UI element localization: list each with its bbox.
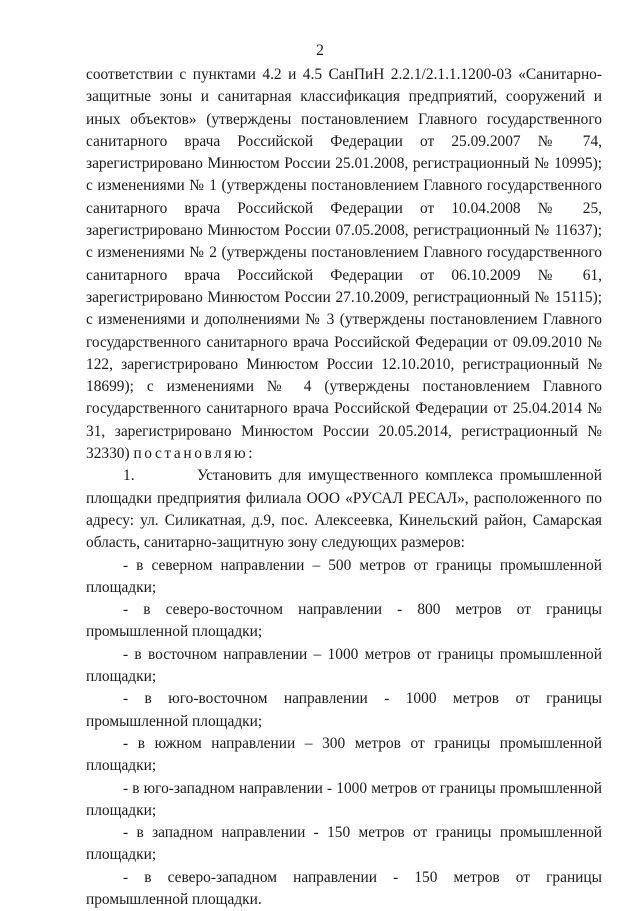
direction-item: - в северо-западном направлении - 150 метров от границы промышленной площадки. — [86, 868, 602, 908]
clause-1-text: Установить для имущественного комплекса промышленной площадки предприятия филиала ООО «РУСАЛ РЕСАЛ», расположенного по адресу: ул. Силикатная, д.9, пос. Алексеевка, Кинельский район, Самарская область, санитарно-защитную зону следующих размеров: — [86, 467, 602, 552]
decree-word: постановляю: — [133, 445, 256, 463]
direction-item: - в западном направлении - 150 метров от границы промышленной площадки; — [86, 824, 602, 864]
direction-item: - в восточном направлении – 1000 метров от границы промышленной площадки; — [86, 645, 602, 686]
direction-item: - в юго-восточном направлении - 1000 метров от границы промышленной площадки; — [86, 690, 602, 730]
intro-text: соответствии с пунктами 4.2 и 4.5 СанПиН 2.2.1/2.1.1.1200-03 «Санитарно-защитные зоны и санитарная классификация предприятий, сооружений и иных объектов» (утверждены постановлением Главного государственного санитарного врача Российской Федерации от 25.09.2007 № 74, зарегистрировано Минюстом России 25.01.2008, регистрационный № 10995); с изменениями № 1 (утверждены постановлением Главного государственного санитарного врача Российской Федерации от 10.04.2008 № 25, зарегистрировано Минюстом России 07.05.2008, регистрационный № 11637); с изменениями № 2 (утверждены постановлением Главного государственного санитарного врача Российской Федерации от 06.10.2009 № 61, зарегистрировано Минюстом России 27.10.2009, регистрационный № 15115); с изменениями и дополнениями № 3 (утверждены постановлением Главного государственного санитарного врача Российской Федерации от 09.09.2010 № 122, зарегистрировано Минюстом России 12.10.2010, регистрационный № 18699); с изменениями № 4 (утверждены постановлением Главного государственного санитарного врача Российской Федерации от 25.04.2014 № 31, зарегистрировано Минюстом России 20.05.2014, регистрационный № 32330) — [86, 66, 602, 463]
page-number: 2 — [316, 42, 324, 59]
direction-item: - в северном направлении – 500 метров от границы промышленной площадки; — [86, 556, 602, 596]
direction-item: - в южном направлении – 300 метров от границы промышленной площадки; — [86, 734, 602, 775]
clause-1-number: 1. — [123, 467, 135, 485]
clause-1 — [86, 465, 602, 554]
direction-item: - в юго-западном направлении - 1000 метров от границы промышленной площадки; — [86, 779, 602, 819]
document-body — [86, 64, 602, 911]
intro-paragraph — [86, 64, 602, 465]
direction-item: - в северо-восточном направлении - 800 метров от границы промышленной площадки; — [86, 601, 602, 641]
